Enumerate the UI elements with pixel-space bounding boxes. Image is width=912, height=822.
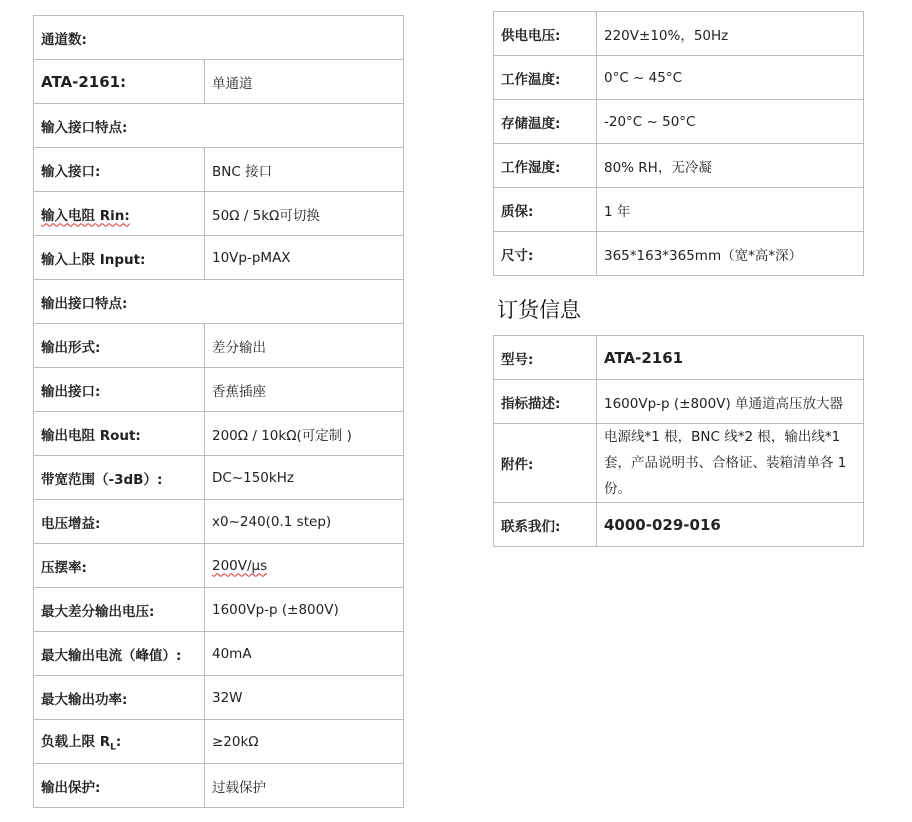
spec-label: 输出接口: — [34, 368, 205, 412]
table-row — [494, 336, 864, 380]
table-row — [34, 764, 404, 808]
table-row — [494, 380, 864, 424]
order-desc-label: 指标描述: — [494, 380, 597, 424]
spec-value: 香蕉插座 — [205, 368, 404, 412]
spec-label: 电压增益: — [34, 500, 205, 544]
table-row — [34, 236, 404, 280]
table-row — [34, 104, 404, 148]
table-row — [34, 588, 404, 632]
spec-value: 50Ω / 5kΩ可切换 — [205, 192, 404, 236]
spec-value — [205, 544, 404, 588]
load-limit-label — [34, 720, 205, 764]
order-accessory-value: 电源线*1 根，BNC 线*2 根，输出线*1 套，产品说明书、合格证、装箱清单各 1 份。 — [597, 424, 864, 503]
spec-value: -20°C ~ 50°C — [597, 100, 864, 144]
table-row — [494, 100, 864, 144]
spec-label: 输出形式: — [34, 324, 205, 368]
spec-value: 80% RH，无冷凝 — [597, 144, 864, 188]
table-row — [34, 720, 404, 764]
model-label: ATA-2161: — [34, 60, 205, 104]
spec-value: 200Ω / 10kΩ(可定制 ) — [205, 412, 404, 456]
table-row — [34, 456, 404, 500]
order-info-table — [493, 335, 864, 547]
spec-value: 40mA — [205, 632, 404, 676]
spec-label: 存储温度: — [494, 100, 597, 144]
spec-label: 最大输出功率: — [34, 676, 205, 720]
order-info-heading: 订货信息 — [497, 298, 581, 322]
table-row — [494, 12, 864, 56]
load-label-main: 负载上限 R — [41, 734, 111, 751]
table-row — [34, 148, 404, 192]
spec-value: DC~150kHz — [205, 456, 404, 500]
spec-label: 最大差分输出电压: — [34, 588, 205, 632]
spec-label: 输入接口: — [34, 148, 205, 192]
spec-label-text: 输入电阻 Rin: — [41, 207, 130, 224]
table-row — [494, 424, 864, 503]
table-row — [34, 544, 404, 588]
table-row — [34, 324, 404, 368]
order-desc-value: 1600Vp-p (±800V) 单通道高压放大器 — [597, 380, 864, 424]
order-accessory-label: 附件: — [494, 424, 597, 503]
order-contact-value: 4000-029-016 — [597, 503, 864, 547]
table-row — [34, 16, 404, 60]
output-protection-label: 输出保护: — [34, 764, 205, 808]
spec-value: x0~240(0.1 step) — [205, 500, 404, 544]
table-row — [494, 503, 864, 547]
table-row — [34, 676, 404, 720]
table-row — [34, 368, 404, 412]
output-protection-value: 过载保护 — [205, 764, 404, 808]
order-model-label: 型号: — [494, 336, 597, 380]
spec-table-left — [33, 15, 404, 808]
spec-label: 最大输出电流（峰值）: — [34, 632, 205, 676]
spec-value: 32W — [205, 676, 404, 720]
spec-value: 1600Vp-p (±800V) — [205, 588, 404, 632]
spec-label: 供电电压: — [494, 12, 597, 56]
spec-label: 带宽范围（-3dB）: — [34, 456, 205, 500]
spec-label: 质保: — [494, 188, 597, 232]
table-row — [34, 412, 404, 456]
order-contact-label: 联系我们: — [494, 503, 597, 547]
order-model-value: ATA-2161 — [597, 336, 864, 380]
table-row — [34, 60, 404, 104]
spec-label — [34, 192, 205, 236]
output-section-header: 输出接口特点: — [34, 280, 404, 324]
spec-value: 220V±10%，50Hz — [597, 12, 864, 56]
spec-label: 输出电阻 Rout: — [34, 412, 205, 456]
spec-value: BNC 接口 — [205, 148, 404, 192]
table-row — [494, 144, 864, 188]
table-row — [34, 280, 404, 324]
table-row — [494, 56, 864, 100]
channels-header: 通道数: — [34, 16, 404, 60]
input-section-header: 输入接口特点: — [34, 104, 404, 148]
table-row — [494, 232, 864, 276]
spec-table-right — [493, 11, 864, 276]
spec-label: 尺寸: — [494, 232, 597, 276]
table-row — [34, 192, 404, 236]
spec-label: 工作温度: — [494, 56, 597, 100]
load-label-tail: : — [115, 734, 122, 751]
spec-value-text: 200V/μs — [212, 557, 268, 574]
load-label-sub: L — [110, 742, 116, 753]
spec-value: 10Vp-pMAX — [205, 236, 404, 280]
spec-value: 365*163*365mm（宽*高*深） — [597, 232, 864, 276]
spec-value: 1 年 — [597, 188, 864, 232]
table-row — [34, 500, 404, 544]
load-limit-value: ≥20kΩ — [205, 720, 404, 764]
model-value: 单通道 — [205, 60, 404, 104]
table-row — [494, 188, 864, 232]
spec-value: 差分输出 — [205, 324, 404, 368]
spec-value: 0°C ~ 45°C — [597, 56, 864, 100]
spec-label: 压摆率: — [34, 544, 205, 588]
table-row — [34, 632, 404, 676]
spec-label: 输入上限 Input: — [34, 236, 205, 280]
spec-label: 工作湿度: — [494, 144, 597, 188]
